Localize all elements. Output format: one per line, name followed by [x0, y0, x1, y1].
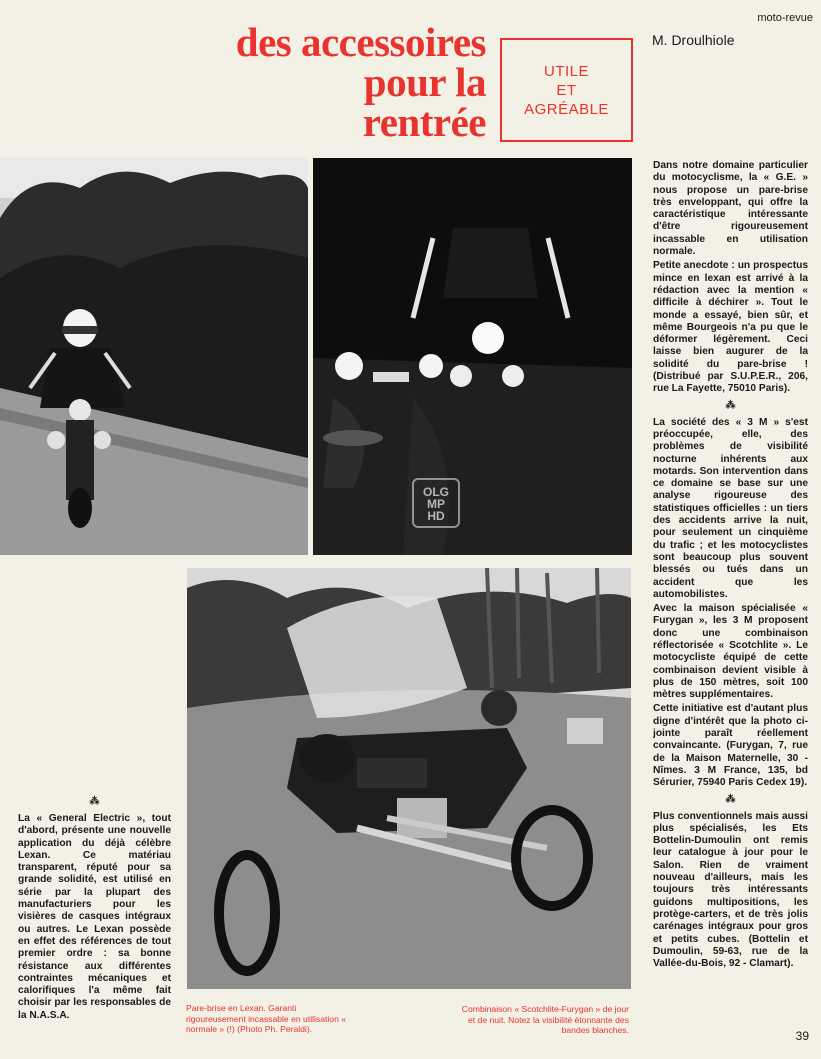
paragraph-anecdote: Petite anecdote : un prospectus mince en lexan est arrivé à la rédaction avec la mention « difficile à déchirer ». Tout le monde a essayé, bien sûr, et même Bourgeois n'a pu que le déformer légèrement. Ceci laisse bien augurer de la solidité du pare-brise ! (Distribué par S.U.P.E.R., 206, rue La Fayette, 75010 Paris). [653, 260, 808, 395]
watermark-stamp: OLG MP HD [412, 478, 460, 528]
caption-scotchlite: Combinaison « Scotchlite-Furygan » de jour et de nuit. Notez la visibilité étonnante des bandes blanches. [461, 1004, 629, 1035]
tag-line-3: AGRÉABLE [524, 100, 609, 118]
photo-day-rider [0, 158, 308, 555]
author-name: M. Droulhiole [652, 32, 735, 48]
paragraph-furygan: Avec la maison spécialisée « Furygan », les 3 M proposent donc une combinaison réflectorisée « Scotchlite ». Le motocycliste équipé de cette combinaison devient visible à plus de 150 mètres, soit 100 mètres supplémentaires. [653, 603, 808, 701]
right-column [653, 160, 808, 972]
tag-line-2: ET [556, 81, 577, 99]
caption-lexan: Pare-brise en Lexan. Garanti rigoureusement incassable en utilisation « normale » (!) (Photo Ph. Peraldi). [186, 1003, 347, 1034]
paragraph-initiative: Cette initiative est d'autant plus digne d'intérêt que la photo ci-jointe paraît réellement convaincante. (Furygan, 7, rue de la Maison Maternelle, 30 - Nîmes. 3 M France, 135, bd Sérurier, 75940 Paris Cedex 19). [653, 703, 808, 789]
section-divider-stars: ⁂ [725, 399, 736, 411]
section-divider-stars: ⁂ [725, 793, 736, 805]
page-number: 39 [795, 1029, 809, 1043]
headline [180, 19, 486, 145]
left-column [18, 792, 171, 1024]
tag-line-1: UTILE [543, 62, 589, 80]
paragraph-general-electric: La « General Electric », tout d'abord, présente une nouvelle application du déjà célèbre Lexan. Ce matériau transparent, réputé pour sa grande solidité, est utilisé en série par la plupart des manufacturiers pour les visières de casques intégraux ou autres. Le Lexan possède en effet des références de tout premier ordre : sa bonne résistance aux différentes contraintes mécaniques et calorifiques l'a même fait choisir par les responsables de la N.A.S.A. [18, 813, 171, 1021]
section-divider-stars: ⁂ [89, 796, 100, 807]
paragraph-3m-visibility: La société des « 3 M » s'est préoccupée, elle, des problèmes de visibilité nocturne inhérents aux motards. Son intervention dans ce domaine se base sur une analyse rigoureuse des statistiques officielles : un tiers des accidents arrive la nuit, pour seulement un cinquième du trafic ; et les motocyclistes sont beaucoup plus souvent blessés ou tués dans un accident que les automobilistes. [653, 416, 808, 600]
paragraph-bottelin-dumoulin: Plus conventionnels mais aussi plus spécialisés, les Ets Bottelin-Dumoulin ont remis leur catalogue à jour pour le Salon. Rien de vraiment nouveau d'ailleurs, mais les toujours très intéressants guidons multipositions, les protège-carters, et de très jolis carénages intégraux pour gros et petits cubes. (Bottelin et Dumoulin, 59-63, rue de la Vallée-du-Bois, 92 - Clamart). [653, 810, 808, 970]
headline-line-2: pour la [363, 59, 486, 105]
magazine-name: moto-revue [757, 12, 813, 24]
tag-box [500, 38, 633, 142]
paragraph-ge-windshield: Dans notre domaine particulier du motocyclisme, la « G.E. » nous propose un pare-brise très enveloppant, qui offre la caractéristique intéressante d'être rigoureusement incassable en utilisation normale. [653, 160, 808, 258]
photo-night-rider [313, 158, 632, 555]
headline-line-3: rentrée [362, 99, 486, 145]
headline-line-1: des accessoires [235, 19, 486, 65]
photo-honda-windshield [187, 568, 631, 989]
